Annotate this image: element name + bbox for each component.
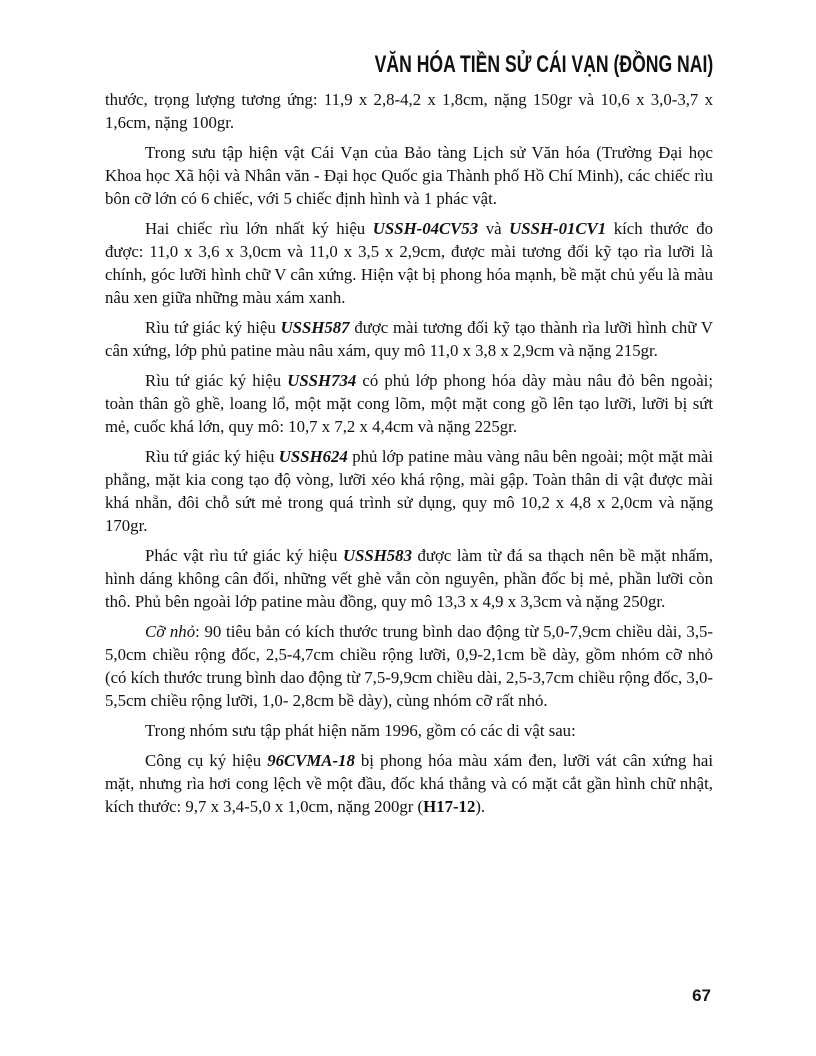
paragraph	[105, 544, 713, 613]
paragraph	[105, 719, 713, 742]
text-run: USSH587	[280, 318, 350, 337]
text-run: Trong nhóm sưu tập phát hiện năm 1996, gồm có các di vật sau:	[145, 721, 576, 740]
page-number: 67	[692, 986, 711, 1005]
text-run: Phác vật rìu tứ giác ký hiệu	[145, 546, 343, 565]
text-run: USSH734	[287, 371, 357, 390]
text-run: USSH583	[342, 546, 412, 565]
paragraph	[105, 749, 713, 818]
text-run: USSH-04CV53	[372, 219, 479, 238]
text-run: Rìu tứ giác ký hiệu	[145, 447, 279, 466]
paragraph	[105, 445, 713, 537]
text-run: Cỡ nhỏ	[145, 622, 196, 641]
text-run: bị phong hóa màu xám đen, lưỡi vát cân xứng hai mặt, nhưng rìa hơi cong lệch về một đầu, đốc khá thẳng và có mặt cắt gần hình chữ nhật, kích thước: 9,7 x 3,4-5,0 x 1,0cm, nặng 200gr (	[105, 751, 713, 816]
text-run: thước, trọng lượng tương ứng: 11,9 x 2,8-4,2 x 1,8cm, nặng 150gr và 10,6 x 3,0-3,7 x 1,6cm, nặng 100gr.	[105, 90, 713, 132]
paragraph	[105, 316, 713, 362]
text-run: Trong sưu tập hiện vật Cái Vạn của Bảo tàng Lịch sử Văn hóa (Trường Đại học Khoa học Xã hội và Nhân văn - Đại học Quốc gia Thành phố Hồ Chí Minh), các chiếc rìu bôn cỡ lớn có 6 chiếc, với 5 chiếc định hình và 1 phác vật.	[105, 143, 713, 208]
text-run: : 90 tiêu bản có kích thước trung bình dao động từ 5,0-7,9cm chiều dài, 3,5-5,0cm chiều rộng đốc, 2,5-4,7cm chiều rộng lưỡi, 0,9-2,1cm bề dày, gồm nhóm cỡ nhỏ (có kích thước trung bình dao động từ 7,5-9,9cm chiều dài, 2,5-3,7cm chiều rộng đốc, 3,0-5,5cm chiều rộng lưỡi, 1,0- 2,8cm bề dày), cùng nhóm cỡ rất nhỏ.	[105, 622, 713, 710]
text-run: Công cụ ký hiệu	[145, 751, 268, 770]
text-run: Hai chiếc rìu lớn nhất ký hiệu	[145, 219, 373, 238]
paragraph	[105, 620, 713, 712]
page-body	[105, 88, 713, 825]
text-run: USSH624	[278, 447, 348, 466]
paragraph	[105, 217, 713, 309]
text-run: Rìu tứ giác ký hiệu	[145, 318, 281, 337]
running-header: VĂN HÓA TIỀN SỬ CÁI VẠN (ĐỒNG NAI)	[374, 50, 713, 78]
paragraph	[105, 88, 713, 134]
paragraph	[105, 369, 713, 438]
text-run: ).	[475, 797, 486, 816]
text-run: H17-12	[423, 797, 476, 816]
text-run: 96CVMA-18	[267, 751, 355, 770]
text-run: USSH-01CV1	[509, 219, 607, 238]
text-run: được mài tương đối kỹ tạo thành rìa lưỡi hình chữ V cân xứng, lớp phủ patine màu nâu xám, quy mô 11,0 x 3,8 x 2,9cm và nặng 215gr.	[105, 318, 713, 360]
text-run: và	[478, 219, 510, 238]
text-run: có phủ lớp phong hóa dày màu nâu đỏ bên ngoài; toàn thân gồ ghề, loang lổ, một mặt cong lõm, một mặt cong gồ lên tạo lưỡi, lưỡi bị sứt mẻ, cuốc khá lớn, quy mô: 10,7 x 7,2 x 4,4cm và nặng 225gr.	[105, 371, 713, 436]
text-run: Rìu tứ giác ký hiệu	[145, 371, 288, 390]
paragraph	[105, 141, 713, 210]
text-run: được làm từ đá sa thạch nên bề mặt nhấm, hình dáng không cân đối, những vết ghè vẫn còn nguyên, phần đốc bị mẻ, phần lưỡi còn thô. Phủ bên ngoài lớp patine màu đồng, quy mô 13,3 x 4,9 x 3,3cm và nặng 250gr.	[105, 546, 713, 611]
text-run: kích thước đo được: 11,0 x 3,6 x 3,0cm và 11,0 x 3,5 x 2,9cm, được mài tương đối kỹ tạo rìa lưỡi là chính, góc lưỡi hình chữ V cân xứng. Hiện vật bị phong hóa mạnh, bề mặt chủ yếu là màu nâu xen giữa những màu xám xanh.	[105, 219, 714, 307]
text-run: phủ lớp patine màu vàng nâu bên ngoài; một mặt mài phẳng, mặt kia cong tạo độ vòng, lưỡi xéo khá rộng, mài gập. Toàn thân di vật được mài khá nhẵn, đôi chỗ sứt mẻ trong quá trình sử dụng, quy mô 10,2 x 4,8 x 2,0cm và nặng 170gr.	[105, 447, 713, 535]
